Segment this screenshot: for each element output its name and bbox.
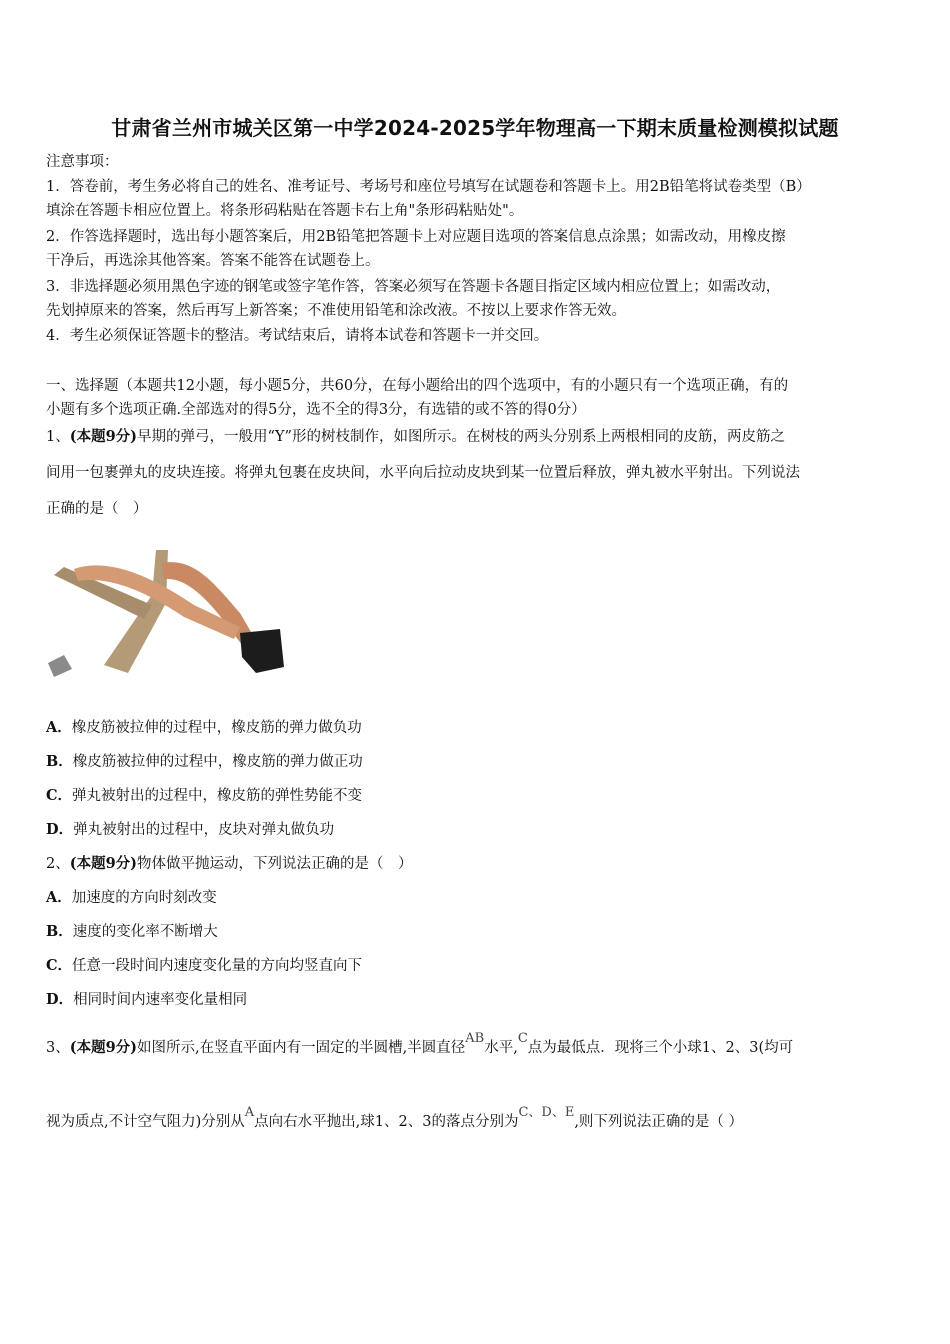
question-score-tag: (本题9分) — [69, 428, 138, 445]
question-text: 水平, — [484, 1040, 518, 1056]
option-label: C． — [46, 957, 73, 974]
question-3-line — [46, 1031, 908, 1059]
option-text: 加速度的方向时刻改变 — [71, 890, 217, 906]
question-text: 点为最低点．现将三个小球1、2、3(均可 — [527, 1040, 794, 1056]
question-score-tag: (本题9分) — [69, 855, 138, 872]
question-text: 物体做平抛运动，下列说法正确的是（ ） — [137, 856, 413, 872]
question-number: 2、 — [46, 856, 70, 872]
question-1-line: 间用一包裹弹丸的皮块连接。将弹丸包裹在皮块间，水平向后拉动皮块到某一位置后释放，弹丸被水平射出。下列说法 — [46, 465, 800, 481]
question-text: 视为质点,不计空气阻力)分别从 — [46, 1114, 245, 1130]
option — [46, 956, 908, 976]
option — [46, 718, 908, 738]
question-number: 3、 — [46, 1040, 70, 1056]
option-text: 弹丸被射出的过程中，皮块对弹丸做负功 — [73, 822, 335, 838]
option-text: 弹丸被射出的过程中，橡皮筋的弹性势能不变 — [72, 788, 363, 804]
notes-heading: 注意事项： — [46, 154, 119, 170]
option-label: B． — [46, 753, 73, 770]
option-text: 相同时间内速率变化量相同 — [73, 992, 248, 1008]
option-label: A． — [46, 889, 72, 906]
option-label: A． — [46, 719, 72, 736]
question-text: ,则下列说法正确的是（ ） — [574, 1114, 744, 1130]
note-line: 2．作答选择题时，选出每小题答案后，用2B铅笔把答题卡上对应题目选项的答案信息点涂黑；如需改动，用橡皮擦 — [46, 229, 786, 245]
option-text: 任意一段时间内速度变化量的方向均竖直向下 — [72, 958, 363, 974]
option — [46, 752, 908, 772]
math-symbol: A — [244, 1105, 255, 1120]
math-symbol: C — [517, 1031, 528, 1046]
option — [46, 922, 908, 942]
question-text: 如图所示,在竖直平面内有一固定的半圆槽,半圆直径 — [137, 1040, 466, 1056]
option — [46, 888, 908, 908]
note-line: 干净后，再选涂其他答案。答案不能答在试题卷上。 — [46, 253, 380, 269]
math-symbol: C、D、E — [518, 1105, 575, 1120]
option-label: D． — [46, 821, 74, 838]
question-2-line — [46, 854, 908, 874]
section-heading: 一、选择题（本题共12小题，每小题5分，共60分，在每小题给出的四个选项中，有的小题只有一个选项正确，有的 — [46, 378, 789, 394]
question-3-line — [46, 1105, 908, 1133]
page-title: 甘肃省兰州市城关区第一中学2024-2025学年物理高一下期末质量检测模拟试题 — [111, 116, 839, 140]
question-number: 1、 — [46, 429, 70, 445]
option-label: B． — [46, 923, 73, 940]
option-text: 速度的变化率不断增大 — [72, 924, 218, 940]
option — [46, 820, 908, 840]
note-line: 填涂在答题卡相应位置上。将条形码粘贴在答题卡右上角"条形码粘贴处"。 — [46, 203, 524, 219]
option — [46, 990, 908, 1010]
question-score-tag: (本题9分) — [69, 1039, 138, 1056]
math-symbol: AB — [465, 1031, 485, 1046]
option-text: 橡皮筋被拉伸的过程中，橡皮筋的弹力做负功 — [71, 720, 362, 736]
option-label: D． — [46, 991, 74, 1008]
slingshot-image — [44, 545, 288, 679]
option — [46, 786, 908, 806]
section-heading-cont: 小题有多个选项正确.全部选对的得5分，选不全的得3分，有选错的或不答的得0分） — [46, 402, 586, 418]
note-line: 1．答卷前，考生务必将自己的姓名、准考证号、考场号和座位号填写在试题卷和答题卡上。用2B铅笔将试卷类型（B） — [46, 179, 811, 195]
question-text: 点向右水平抛出,球1、2、3的落点分别为 — [254, 1114, 519, 1130]
note-line: 先划掉原来的答案，然后再写上新答案；不准使用铅笔和涂改液。不按以上要求作答无效。 — [46, 303, 626, 319]
option-label: C． — [46, 787, 73, 804]
note-line: 3．非选择题必须用黑色字迹的钢笔或签字笔作答，答案必须写在答题卡各题目指定区域内相应位置上；如需改动， — [46, 279, 781, 295]
question-text: 早期的弹弓，一般用“Y”形的树枝制作，如图所示。在树枝的两头分别系上两根相同的皮筋，两皮筋之 — [137, 429, 785, 445]
note-line: 4．考生必须保证答题卡的整洁。考试结束后，请将本试卷和答题卡一并交回。 — [46, 328, 549, 344]
question-1-line: 正确的是（ ） — [46, 501, 148, 517]
option-text: 橡皮筋被拉伸的过程中，橡皮筋的弹力做正功 — [72, 754, 363, 770]
question-1-line — [46, 427, 908, 447]
